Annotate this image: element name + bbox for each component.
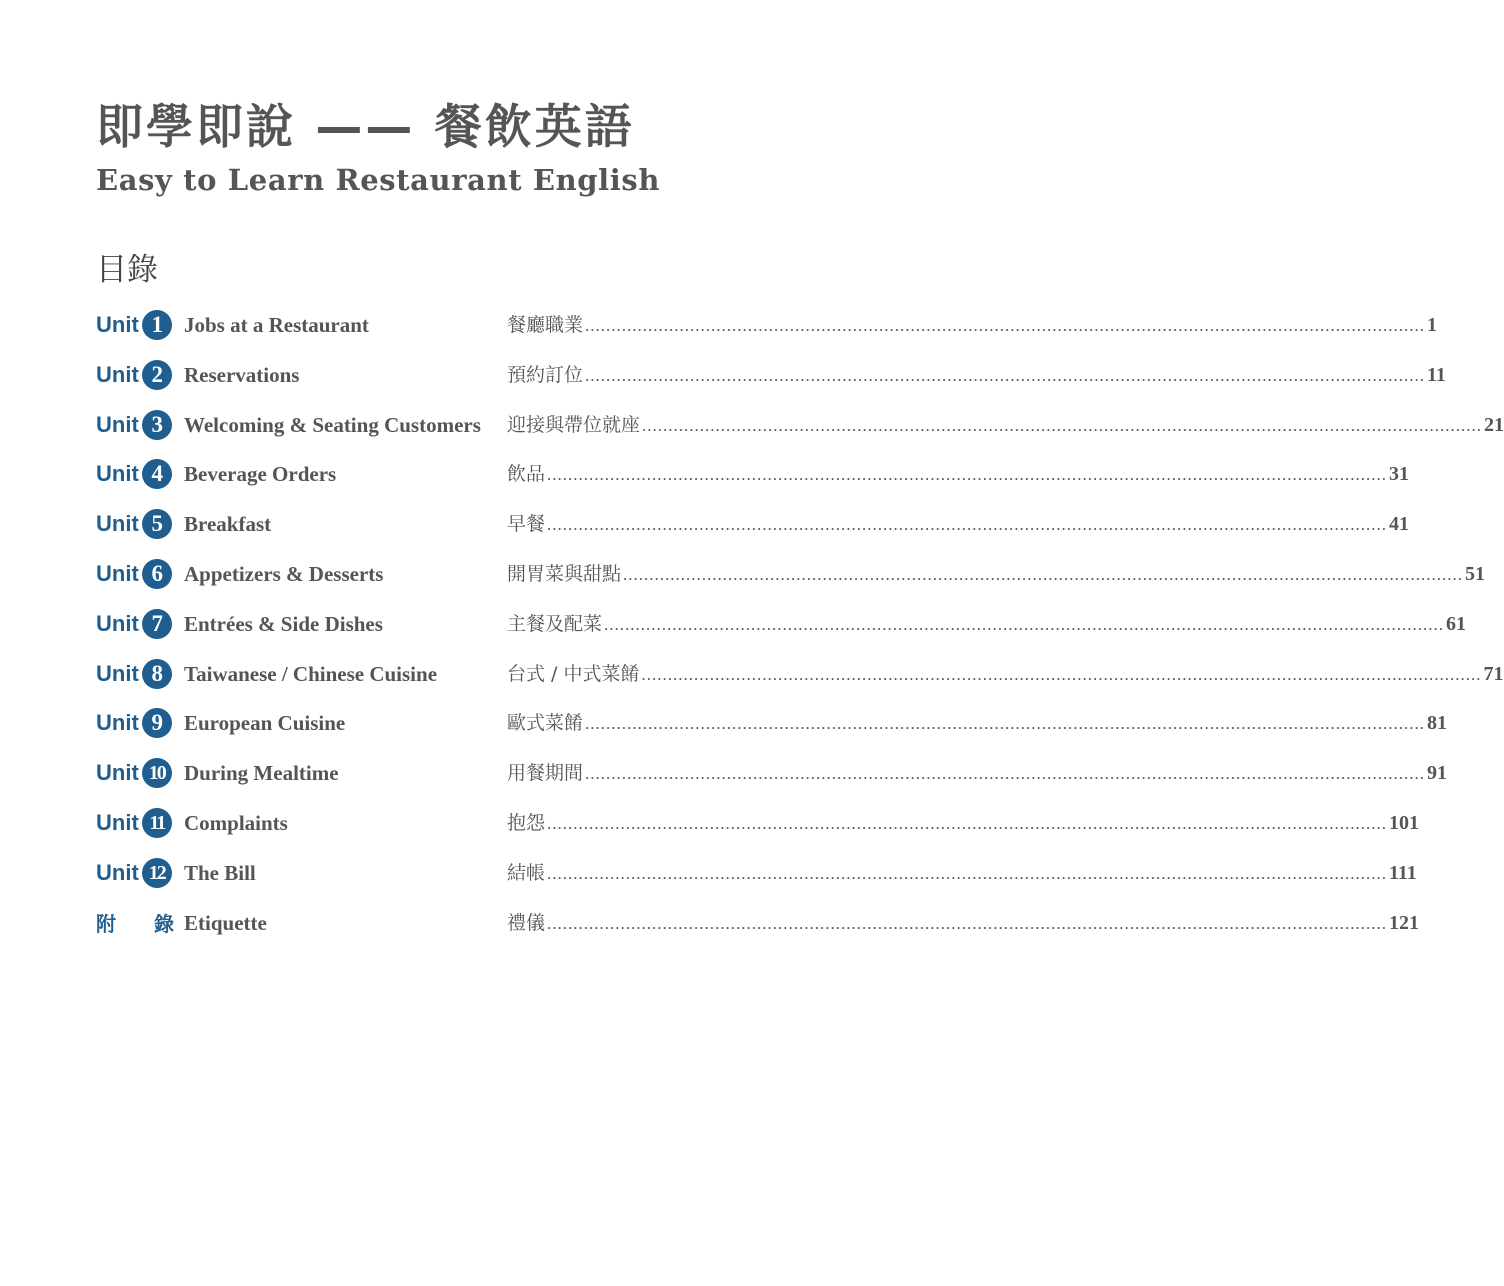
unit-chinese-entry <box>507 657 1504 691</box>
page-number: 21 <box>1484 413 1504 436</box>
unit-number-badge: 9 <box>142 708 172 738</box>
unit-word: Unit <box>96 610 139 636</box>
unit-label <box>96 358 178 392</box>
page-number: 121 <box>1389 911 1420 934</box>
page-number: 1 <box>1427 314 1438 336</box>
toc-row-unit-9[interactable] <box>96 698 1448 748</box>
appendix-title-chinese: 禮儀 <box>507 911 546 934</box>
page-number: 11 <box>1427 363 1446 386</box>
unit-word: Unit <box>96 461 139 487</box>
dot-leader: ................................................................................................................................................................ <box>547 863 1388 883</box>
table-of-contents <box>96 300 1504 944</box>
unit-label <box>96 457 178 491</box>
unit-title-chinese: 早餐 <box>507 513 546 536</box>
book-title-chinese: 即學即說 —— 餐飲英語 <box>96 100 635 155</box>
toc-row-unit-6[interactable] <box>96 549 1486 599</box>
unit-word: Unit <box>96 560 139 586</box>
toc-row-unit-7[interactable] <box>96 599 1467 649</box>
unit-title-chinese: 用餐期間 <box>507 762 584 785</box>
unit-chinese-entry <box>507 607 1467 641</box>
unit-word: Unit <box>96 511 139 537</box>
unit-title-english: Complaints <box>184 810 288 835</box>
unit-chinese-entry <box>507 457 1410 491</box>
unit-title-english: Beverage Orders <box>184 462 337 487</box>
unit-title-chinese: 預約訂位 <box>507 363 584 386</box>
unit-title-chinese: 飲品 <box>507 463 546 486</box>
appendix-chinese-entry <box>507 906 1420 940</box>
dot-leader: ................................................................................................................................................................ <box>585 764 1426 784</box>
toc-row-unit-1[interactable] <box>96 300 1438 350</box>
appendix-label-char-1: 附 <box>96 912 116 937</box>
unit-title-english: European Cuisine <box>184 711 346 736</box>
toc-heading: 目錄 <box>96 252 158 288</box>
unit-chinese-entry <box>507 806 1420 840</box>
unit-number-badge: 5 <box>142 509 172 539</box>
unit-title-chinese: 主餐及配菜 <box>507 612 603 635</box>
unit-chinese-entry <box>507 408 1504 442</box>
toc-row-unit-4[interactable] <box>96 449 1410 499</box>
unit-word: Unit <box>96 859 139 885</box>
unit-title-chinese: 台式 / 中式菜餚 <box>507 662 640 685</box>
appendix-title-english: Etiquette <box>184 910 267 935</box>
toc-row-unit-3[interactable] <box>96 400 1504 450</box>
unit-number-badge: 11 <box>142 808 172 838</box>
unit-chinese-entry <box>507 358 1446 392</box>
page-number: 91 <box>1427 762 1448 785</box>
unit-title-english: Breakfast <box>184 512 272 537</box>
unit-title-chinese: 開胃菜與甜點 <box>507 562 622 585</box>
unit-chinese-entry <box>507 308 1438 342</box>
dot-leader: ................................................................................................................................................................ <box>547 913 1388 933</box>
unit-title-english: During Mealtime <box>184 761 339 786</box>
unit-number-badge: 1 <box>142 310 172 340</box>
unit-chinese-entry <box>507 507 1410 541</box>
unit-label <box>96 856 178 890</box>
page-number: 101 <box>1389 811 1420 834</box>
dot-leader: ................................................................................................................................................................ <box>547 813 1388 833</box>
unit-title-english: Reservations <box>184 362 300 387</box>
dot-leader: ................................................................................................................................................................ <box>585 316 1426 335</box>
unit-number-badge: 3 <box>142 410 172 440</box>
page-number: 31 <box>1389 463 1410 486</box>
unit-title-chinese: 餐廳職業 <box>507 314 584 336</box>
unit-word: Unit <box>96 312 139 337</box>
unit-number-badge: 10 <box>142 758 172 788</box>
dot-leader: ................................................................................................................................................................ <box>604 614 1445 634</box>
unit-word: Unit <box>96 760 139 786</box>
toc-row-unit-5[interactable] <box>96 499 1410 549</box>
unit-label <box>96 607 178 641</box>
page-number: 81 <box>1427 712 1448 735</box>
unit-number-badge: 8 <box>142 659 172 689</box>
toc-row-unit-12[interactable] <box>96 848 1417 898</box>
unit-title-english: The Bill <box>184 860 256 885</box>
page-number: 61 <box>1446 612 1467 635</box>
dot-leader: ................................................................................................................................................................ <box>547 465 1388 485</box>
unit-label <box>96 507 178 541</box>
appendix-label <box>96 906 174 940</box>
unit-title-chinese: 結帳 <box>507 861 546 884</box>
unit-word: Unit <box>96 411 139 437</box>
unit-word: Unit <box>96 361 139 387</box>
unit-label <box>96 557 178 591</box>
unit-chinese-entry <box>507 557 1486 591</box>
unit-chinese-entry <box>507 756 1448 790</box>
unit-word: Unit <box>96 710 139 736</box>
dot-leader: ................................................................................................................................................................ <box>585 714 1426 734</box>
dot-leader: ................................................................................................................................................................ <box>642 415 1483 435</box>
page-number: 71 <box>1483 662 1504 685</box>
unit-title-chinese: 抱怨 <box>507 811 546 834</box>
unit-number-badge: 6 <box>142 559 172 589</box>
appendix-label-char-2: 錄 <box>154 912 174 937</box>
page-number: 41 <box>1389 513 1410 536</box>
unit-number-badge: 12 <box>142 858 172 888</box>
page-number: 111 <box>1389 861 1417 884</box>
unit-label <box>96 806 178 840</box>
dot-leader: ................................................................................................................................................................ <box>641 664 1482 684</box>
unit-title-chinese: 迎接與帶位就座 <box>507 413 641 436</box>
unit-label <box>96 657 178 691</box>
toc-row-unit-10[interactable] <box>96 748 1448 798</box>
dot-leader: ................................................................................................................................................................ <box>547 515 1388 535</box>
unit-label <box>96 706 178 740</box>
dot-leader: ................................................................................................................................................................ <box>623 564 1464 584</box>
unit-title-english: Appetizers & Desserts <box>184 561 384 586</box>
unit-title-english: Jobs at a Restaurant <box>184 313 369 337</box>
unit-title-english: Entrées & Side Dishes <box>184 611 383 636</box>
unit-title-english: Welcoming & Seating Customers <box>184 412 481 437</box>
toc-row-unit-2[interactable] <box>96 350 1446 400</box>
unit-label <box>96 408 178 442</box>
unit-number-badge: 4 <box>142 459 172 489</box>
page-number: 51 <box>1465 562 1486 585</box>
unit-title-chinese: 歐式菜餚 <box>507 712 584 735</box>
unit-word: Unit <box>96 660 139 686</box>
unit-title-english: Taiwanese / Chinese Cuisine <box>184 661 438 686</box>
book-title-english: Easy to Learn Restaurant English <box>96 163 660 197</box>
toc-row-unit-11[interactable] <box>96 798 1420 848</box>
unit-chinese-entry <box>507 706 1448 740</box>
dot-leader: ................................................................................................................................................................ <box>585 365 1426 385</box>
unit-label <box>96 756 178 790</box>
unit-number-badge: 7 <box>142 609 172 639</box>
unit-word: Unit <box>96 809 139 835</box>
toc-row-unit-8[interactable] <box>96 649 1504 699</box>
toc-row-appendix[interactable] <box>96 898 1420 944</box>
unit-chinese-entry <box>507 856 1417 890</box>
unit-number-badge: 2 <box>142 360 172 390</box>
unit-label <box>96 308 178 342</box>
